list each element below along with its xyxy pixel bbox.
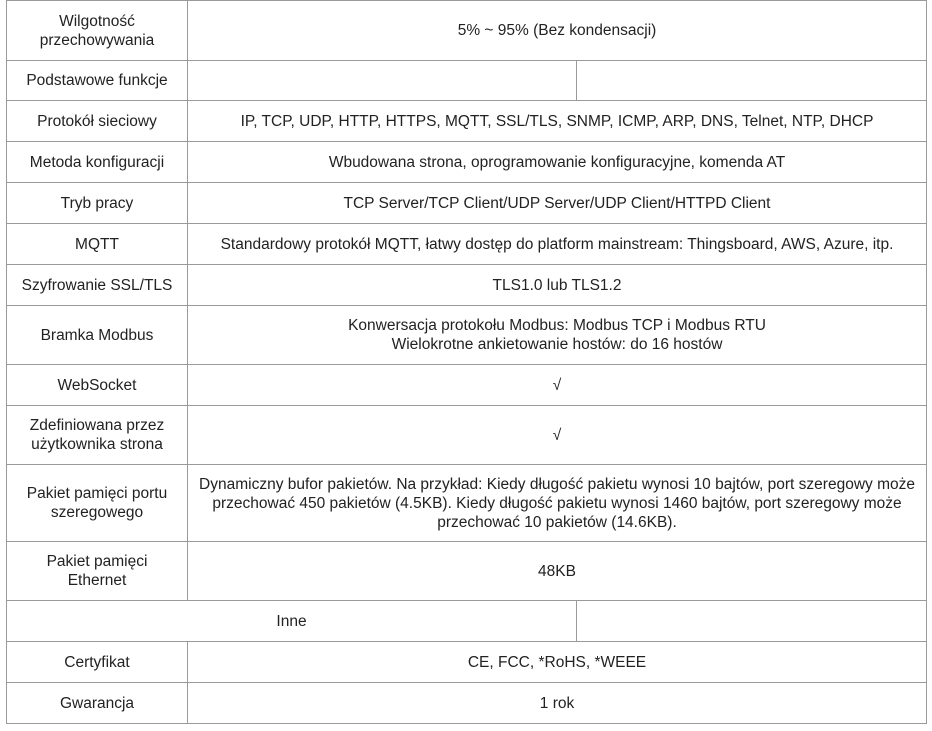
check-mark: √ — [188, 406, 927, 465]
table-row — [7, 465, 927, 542]
spec-table — [6, 0, 927, 724]
row-value-line: Wielokrotne ankietowanie hostów: do 16 hostów — [391, 336, 723, 353]
row-value-line: Konwersacja protokołu Modbus: Modbus TCP i Modbus RTU — [348, 317, 766, 334]
table-row — [7, 224, 927, 265]
row-value: TLS1.0 lub TLS1.2 — [188, 265, 927, 306]
table-row — [7, 1, 927, 61]
row-label-line: szeregowego — [50, 504, 144, 521]
table-row — [7, 61, 927, 101]
table-row — [7, 683, 927, 724]
row-label — [7, 406, 188, 465]
row-label: Szyfrowanie SSL/TLS — [7, 265, 188, 306]
table-row — [7, 406, 927, 465]
row-label: Metoda konfiguracji — [7, 142, 188, 183]
row-label-line: przechowywania — [39, 31, 155, 49]
row-value: 1 rok — [188, 683, 927, 724]
row-label-line: Ethernet — [67, 572, 127, 589]
table-row — [7, 142, 927, 183]
row-label: Tryb pracy — [7, 183, 188, 224]
row-label: MQTT — [7, 224, 188, 265]
table-row — [7, 306, 927, 365]
row-value: 5% ~ 95% (Bez kondensacji) — [188, 1, 927, 61]
row-label-line: użytkownika strona — [31, 436, 163, 453]
row-label — [7, 542, 188, 601]
row-label: Bramka Modbus — [7, 306, 188, 365]
row-label-line: Pakiet pamięci — [46, 553, 148, 570]
row-label-line: Zdefiniowana przez — [29, 417, 165, 434]
table-row — [7, 101, 927, 142]
row-label: WebSocket — [7, 365, 188, 406]
table-row — [7, 601, 927, 642]
row-value: Standardowy protokół MQTT, łatwy dostęp do platform mainstream: Thingsboard, AWS, Azure, itp. — [188, 224, 927, 265]
row-value — [188, 306, 927, 365]
row-value: TCP Server/TCP Client/UDP Server/UDP Client/HTTPD Client — [188, 183, 927, 224]
row-label — [7, 1, 188, 61]
row-value: Wbudowana strona, oprogramowanie konfiguracyjne, komenda AT — [188, 142, 927, 183]
row-value: IP, TCP, UDP, HTTP, HTTPS, MQTT, SSL/TLS, SNMP, ICMP, ARP, DNS, Telnet, NTP, DHCP — [188, 101, 927, 142]
row-value: Dynamiczny bufor pakietów. Na przykład: Kiedy długość pakietu wynosi 10 bajtów, port szeregowy może przechować 450 pakietów (4.5KB). Kiedy długość pakietu wynosi 1460 bajtów, port szeregowy może przechować 10 pakietów (14.6KB). — [188, 465, 927, 542]
row-label: Podstawowe funkcje — [7, 61, 188, 101]
table-row — [7, 542, 927, 601]
row-value-empty — [577, 61, 927, 101]
table-row — [7, 365, 927, 406]
row-label: Gwarancja — [7, 683, 188, 724]
row-label-line: Wilgotność — [59, 12, 135, 30]
row-label — [7, 465, 188, 542]
check-mark: √ — [188, 365, 927, 406]
table-row — [7, 265, 927, 306]
row-value: CE, FCC, *RoHS, *WEEE — [188, 642, 927, 683]
row-value-empty — [188, 61, 577, 101]
table-row — [7, 642, 927, 683]
row-label-line: Pakiet pamięci portu — [26, 485, 168, 502]
row-value-empty — [577, 601, 927, 642]
table-row — [7, 183, 927, 224]
section-label: Inne — [7, 601, 577, 642]
row-label: Protokół sieciowy — [7, 101, 188, 142]
row-value: 48KB — [188, 542, 927, 601]
row-label: Certyfikat — [7, 642, 188, 683]
